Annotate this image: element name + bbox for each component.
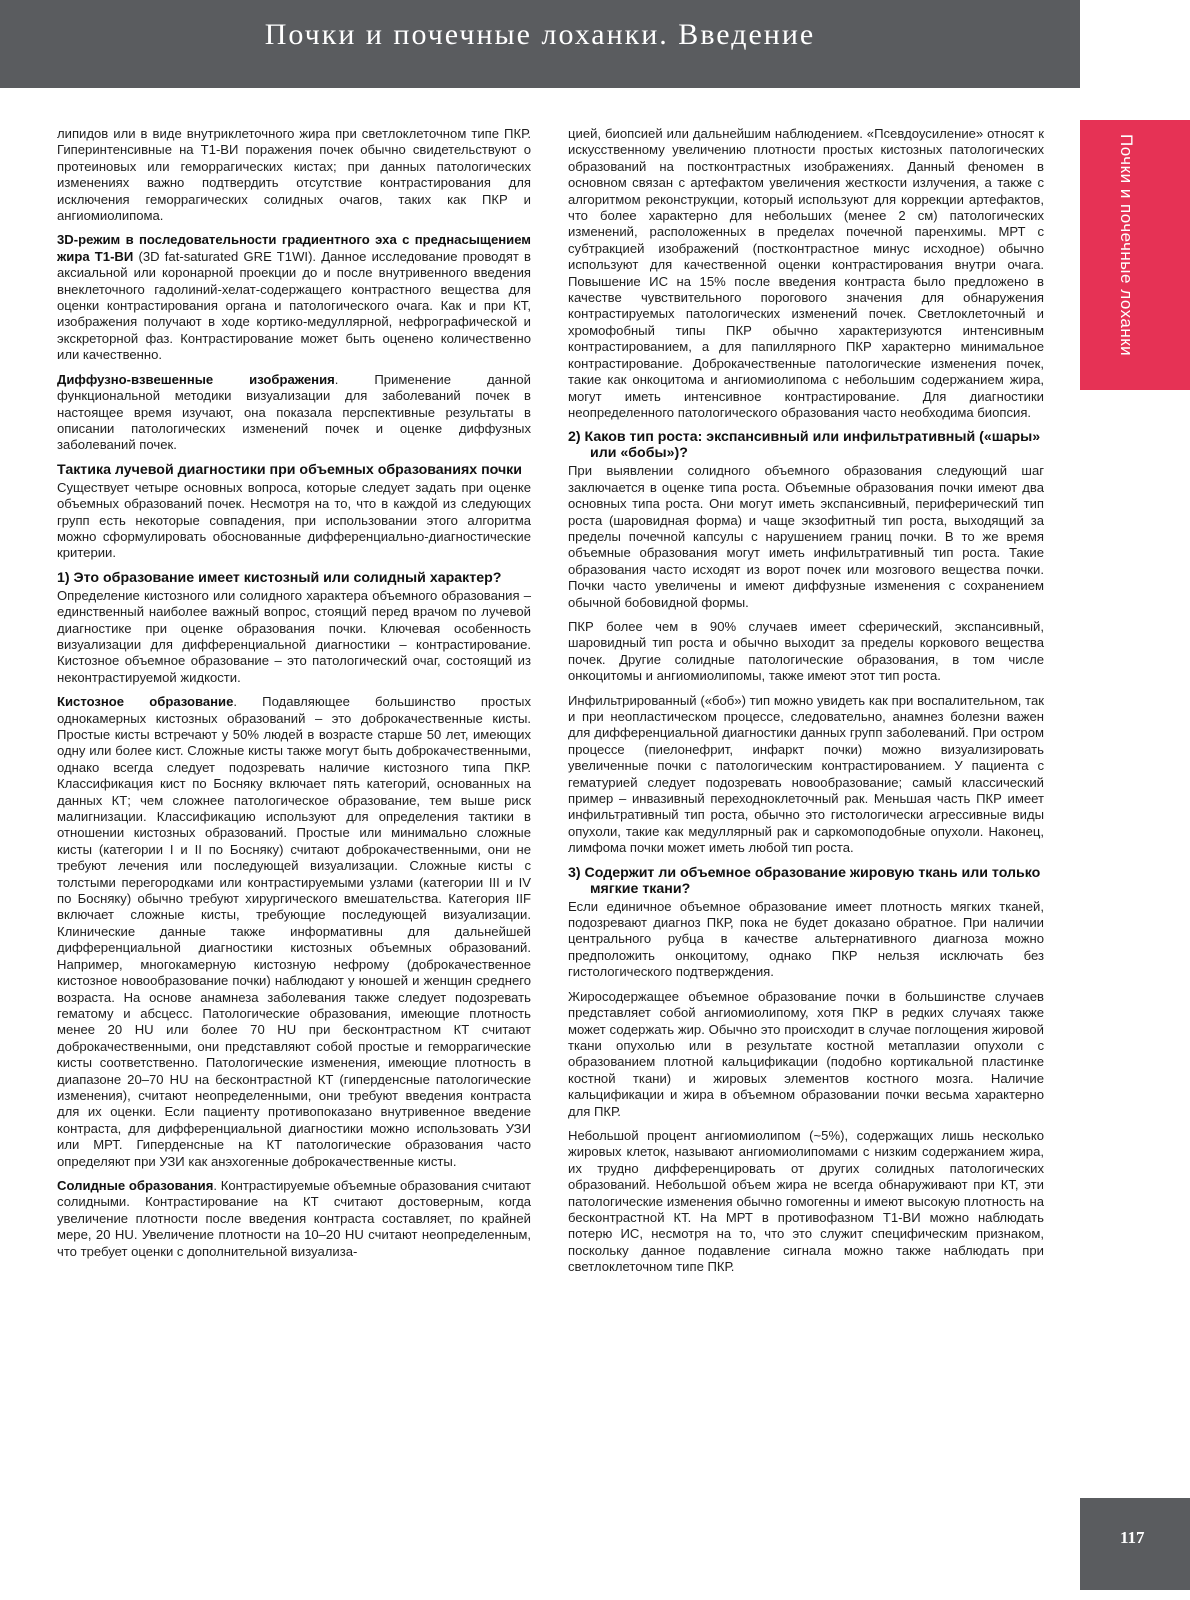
page-number-tab: [1080, 1498, 1190, 1590]
chapter-side-tab-label: Почки и почечные лоханки: [1117, 134, 1136, 357]
paragraph: [57, 694, 531, 1170]
paragraph: Существует четыре основных вопроса, которые следует задать при оценке объемных образований почек. Несмотря на то, что в каждой из следующих групп есть некоторые совпадения, при использовании этого алгоритма можно сформулировать обоснованные дифференциально-диагностические критерии.: [57, 479, 531, 561]
paragraph: липидов или в виде внутриклеточного жира при светлоклеточном типе ПКР. Гиперинтенсивные на Т1-ВИ поражения почек обычно свидетельствуют о протеиновых или геморрагических кистах; при данных патологических изменениях важно подтвердить отсутствие контрастирования для исключения геморрагических солидных очагов, таких как ПКР и ангиомиолипома.: [57, 126, 531, 224]
paragraph: ПКР более чем в 90% случаев имеет сферический, экспансивный, шаровидный тип роста и обычно выходит за пределы коркового вещества почек. Другие солидные патологические образования, в том числе онкоцитомы и ангиомиолипомы, также имеют этот тип роста.: [568, 618, 1044, 684]
chapter-side-tab: [1080, 120, 1190, 390]
section-heading: Тактика лучевой диагностики при объемных образованиях почки: [57, 461, 523, 478]
paragraph: [57, 1178, 531, 1260]
paragraph: [57, 232, 531, 363]
question-heading: 3) Содержит ли объемное образование жировую ткань или только мягкие ткани?: [568, 864, 1041, 897]
paragraph: Если единичное объемное образование имеет плотность мягких тканей, подозревают диагноз ПКР, пока не будет доказано обратное. При наличии центрального рубца в качестве альтернативного диагноза можно предположить онкоцитому, однако ПКР нельзя исключать без гистологического подтверждения.: [568, 898, 1044, 980]
header-bar: [0, 0, 1080, 88]
paragraph: Инфильтрированный («боб») тип можно увидеть как при воспалительном, так и при неопластическом процессе, следовательно, анамнез болезни важен для дифференциальной диагностики данных групп заболеваний. При остром процессе (пиелонефрит, инфаркт почки) можно визуализировать увеличенные почки с патологическим контрастированием. У пациента с гематурией следует подозревать новообразование; самый классический пример – инвазивный переходноклеточный рак. Меньшая часть ПКР имеет инфильтративный тип роста, обычно это гистологически агрессивные виды опухоли, такие как медуллярный рак и саркомоподобные опухоли. Наконец, лимфома почки может иметь любой тип роста.: [568, 692, 1044, 856]
paragraph-text: . Применение данной функциональной методики визуализации для заболеваний почек в настоящее время изучают, она показала перспективные результаты в описании патологических изменений почек и оценке диффузных заболеваний почек.: [57, 371, 531, 453]
paragraph-text: . Подавляющее большинство простых однокамерных кистозных образований – это доброкачественные кисты. Простые кисты встречают у 50% людей в возрасте старше 50 лет, имеющих одну или более кист. Сложные кисты также могут быть доброкачественными, однако всегда следует подозревать наличие кистозного типа ПКР. Классификация кист по Босняку включает пять категорий, основанных на данных КТ; чем сложнее патологическое образование, тем выше риск малигнизации. Классификацию используют для определения тактики в отношении кистозных образований. Простые или минимально сложные кисты (категории I и II по Босняку) считают доброкачественными, они не требуют лечения или последующей визуализации. Сложные кисты с толстыми перегородками или контрастируемыми узлами (категории III и IV по Босняку) обычно требуют хирургического вмешательства. Категория IIF включает сложные кисты, требующие последующей визуализации. Клинические данные также информативны для дальнейшей дифференциальной диагностики кистозных объемных образований. Например, многокамерную кистозную нефрому (доброкачественное кистозное новообразование почки) наблюдают у юношей и женщин среднего возраста. На основе анамнеза заболевания также следует подозревать гематому и абсцесс. Патологические образования, имеющие плотность менее 20 HU или более 70 HU при бесконтрастном КТ считают доброкачественными, они представляют собой простые и геморрагические кисты соответственно. Патологические изменения, имеющие плотность в диапазоне 20–70 HU на бесконтрастной КТ (гиперденсные патологические изменения), считают неопределенными, они требуют введения контраста для их оценки. Если пациенту противопоказано внутривенное введение контраста, для дифференциальной диагностики можно использовать УЗИ или МРТ. Гиперденсные на КТ патологические образования часто определяют при УЗИ как анэхогенные доброкачественные кисты.: [57, 694, 531, 1169]
right-text-column: [568, 126, 1044, 1284]
paragraph: Небольшой процент ангиомиолипом (~5%), содержащих лишь несколько жировых клеток, называют ангиомиолипомами с низким содержанием жира, их трудно дифференцировать от других солидных патологических образований. Небольшой объем жира не всегда обнаруживают при КТ, эти патологические изменения обычно гомогенны и имеют высокую плотность на бесконтрастной КТ. На МРТ в противофазном Т1-ВИ можно наблюдать потерю ИС, несмотря на то, что это служит специфическим признаком, поскольку данное подавление сигнала можно также наблюдать при светлоклеточном типе ПКР.: [568, 1127, 1044, 1275]
paragraph: При выявлении солидного объемного образования следующий шаг заключается в оценке типа роста. Объемные образования почки имеют два основных типа роста. Они могут иметь экспансивный, периферический тип роста (шаровидная форма) и чаще экзофитный тип роста, выходящий за пределы почечной капсулы с нарушением границ почки. В то же время объемные образования могут иметь инфильтративный тип роста. Такие образования часто исходят из ворот почек или мозгового вещества почки. Почки часто увеличены и имеют диффузные изменения с сохранением обычной бобовидной формы.: [568, 463, 1044, 610]
left-text-column: [57, 126, 531, 1268]
page-number: 117: [1120, 1528, 1145, 1547]
paragraph-text: (3D fat-saturated GRE T1WI). Данное исследование проводят в аксиальной или коронарной проекции до и после внутривенного введения внеклеточного гадолиний-хелат-содержащего контрастного вещества для оценки контрастирования органа и патологического очага. Как и при КТ, изображения получают в ходе кортико-медуллярной, нефрографической и экскреторной фаз. Контрастирование может быть оценено количественно или качественно.: [57, 248, 531, 363]
paragraph: [57, 372, 531, 454]
paragraph-text: . Контрастируемые объемные образования считают солидными. Контрастирование на КТ считают достоверным, когда увеличение плотности после введения контраста составляет, по крайней мере, 20 HU. Увеличение плотности на 10–20 HU считают неопределенным, что требует оценки с дополнительной визуализа-: [57, 1177, 531, 1259]
paragraph-lead: Кистозное образование: [57, 694, 234, 710]
paragraph-lead: Диффузно-взвешенные изображения: [57, 371, 335, 387]
paragraph-lead: 3D-режим в последовательности градиентного эха с преднасыщением жира Т1-ВИ: [57, 232, 531, 264]
paragraph: цией, биопсией или дальнейшим наблюдением. «Псевдоусиление» относят к искусственному увеличению плотности простых кистозных патологических образований на постконтрастных изображениях. Данный феномен в основном связан с артефактом увеличения жесткости излучения, а также с алгоритмом реконструкции, который используют для коррекции артефактов, что более характерно для небольших (менее 2 см) патологических изменений, расположенных в пределах почечной паренхимы. МРТ с субтракцией изображений (постконтрастное минус исходное) обычно используют для качественной оценки контрастирования внутри очага. Повышение ИС на 15% после введения контраста было предложено в качестве чувствительного порогового значения для обнаружения контрастируемых патологических изменений почек. Светлоклеточный и хромофобный типы ПКР обычно характеризуются интенсивным контрастированием, а для папиллярного ПКР характерно минимальное контрастирование. Доброкачественные патологические изменения почек, такие как онкоцитома и ангиомиолипома с небольшим содержанием жира, могут иметь интенсивное контрастирование. Для диагностики неопределенного патологического образования часто необходима биопсия.: [568, 126, 1044, 420]
question-heading: 2) Каков тип роста: экспансивный или инфильтративный («шары» или «бобы»)?: [568, 429, 1041, 462]
page-title: Почки и почечные лоханки. Введение: [264, 18, 816, 51]
paragraph-lead: Солидные образования: [57, 1177, 214, 1193]
question-heading: 1) Это образование имеет кистозный или солидный характер?: [57, 569, 502, 586]
paragraph: Определение кистозного или солидного характера объемного образования – единственный наиболее важный вопрос, стоящий перед врачом по лучевой диагностике при оценке образования почки. Ключевая особенность визуализации для дифференциальной диагностики – контрастирование. Кистозное объемное образование – это патологический очаг, состоящий из неконтрастируемой жидкости.: [57, 587, 531, 685]
paragraph: Жиросодержащее объемное образование почки в большинстве случаев представляет собой ангиомиолипому, хотя ПКР в редких случаях также может содержать жир. Обычно это происходит в случае поглощения жировой ткани опухолью или в результате костной метаплазии опухоли с образованием плотной кальцификации (подобно кортикальной пластинке костной ткани) и жировых элементов костного мозга. Наличие кальцификации и жира в объемном образовании почки весьма характерно для ПКР.: [568, 988, 1044, 1119]
